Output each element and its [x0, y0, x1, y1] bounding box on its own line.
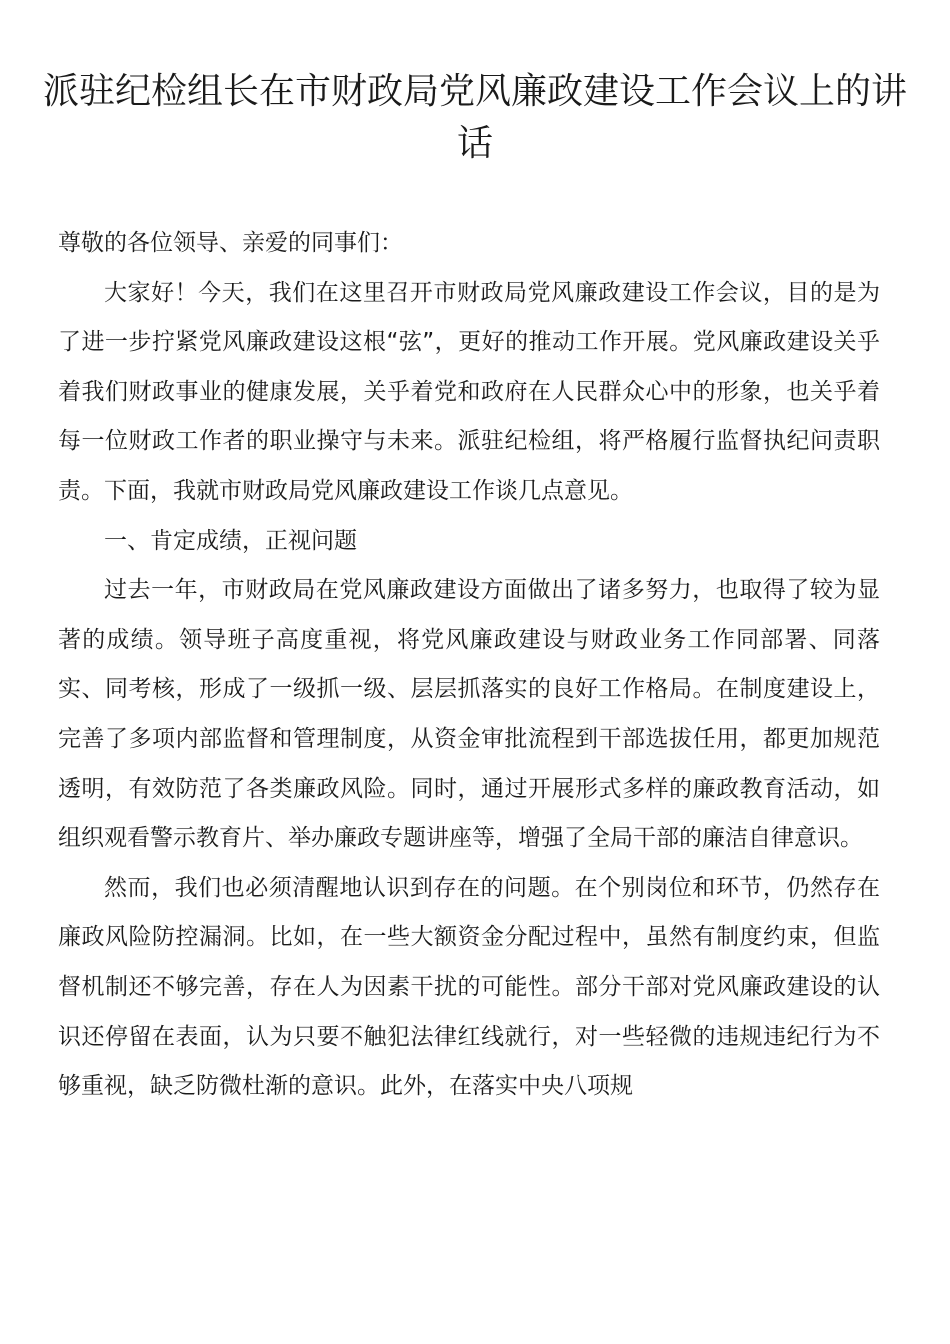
- document-title: 派驻纪检组长在市财政局党风廉政建设工作会议上的讲话: [42, 71, 907, 164]
- salutation: 尊敬的各位领导、亲爱的同事们：: [58, 230, 403, 256]
- document-body: [58, 219, 880, 1112]
- paragraph-problems: 然而，我们也必须清醒地认识到存在的问题。在个别岗位和环节，仍然存在廉政风险防控漏洞。比如，在一些大额资金分配过程中，虽然有制度约束，但监督机制还不够完善，存在人为因素干扰的可能性。部分干部对党风廉政建设的认识还停留在表面，认为只要不触犯法律红线就行，对一些轻微的违规违纪行为不够重视，缺乏防微杜渐的意识。此外，在落实中央八项规: [58, 874, 880, 1100]
- paragraph-achievements: 过去一年，市财政局在党风廉政建设方面做出了诸多努力，也取得了较为显著的成绩。领导班子高度重视，将党风廉政建设与财政业务工作同部署、同落实、同考核，形成了一级抓一级、层层抓落实的良好工作格局。在制度建设上，完善了多项内部监督和管理制度，从资金审批流程到干部选拔任用，都更加规范透明，有效防范了各类廉政风险。同时，通过开展形式多样的廉政教育活动，如组织观看警示教育片、举办廉政专题讲座等，增强了全局干部的廉洁自律意识。: [58, 577, 880, 852]
- section-heading-1: 一、肯定成绩，正视问题: [104, 527, 357, 554]
- paragraph-opening: 大家好！今天，我们在这里召开市财政局党风廉政建设工作会议，目的是为了进一步拧紧党风廉政建设这根“弦”，更好的推动工作开展。党风廉政建设关乎着我们财政事业的健康发展，关乎着党和政府在人民群众心中的形象，也关乎着每一位财政工作者的职业操守与未来。派驻纪检组，将严格履行监督执纪问责职责。下面，我就市财政局党风廉政建设工作谈几点意见。: [58, 279, 880, 504]
